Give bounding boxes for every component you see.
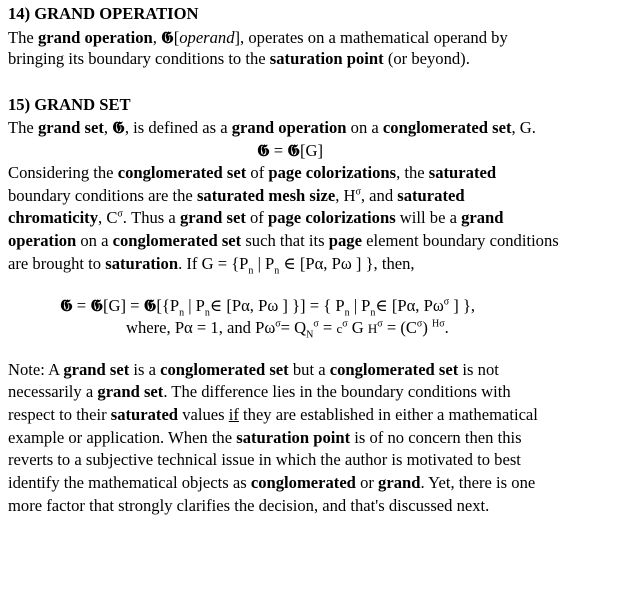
text-run: 𝕲: [143, 295, 157, 316]
text-run: ], operates on a mathematical operand by: [234, 27, 508, 47]
section-15-intro: [8, 116, 632, 139]
text-run: .: [444, 317, 449, 337]
section-14-heading: 14) GRAND OPERATION: [8, 4, 199, 23]
text-run: ∈ [Pα, Pω: [375, 296, 444, 316]
text-run: , H: [335, 185, 356, 205]
text-run: . Yet, there is one: [420, 473, 536, 493]
text-run: bringing its boundary conditions to the: [8, 49, 270, 69]
text-run: n: [344, 307, 350, 319]
text-run: is a: [129, 359, 161, 379]
section-15-colorization-paragraph: [8, 162, 632, 275]
text-run: σ: [313, 318, 319, 330]
text-line: [8, 230, 632, 253]
text-run: n: [370, 307, 376, 319]
text-line: [8, 495, 632, 518]
text-line: [8, 162, 632, 185]
text-run: σ: [275, 318, 281, 330]
text-run: they are established in either a mathematical: [238, 405, 538, 424]
text-run: σ: [377, 318, 383, 330]
grand-set-equation-block: [8, 294, 632, 339]
text-run: H: [367, 320, 378, 336]
text-run: conglomerated set: [117, 162, 247, 182]
text-run: will be a: [395, 208, 462, 228]
text-run: identify the mathematical objects as: [8, 473, 251, 493]
text-run: 𝕲: [161, 26, 174, 47]
text-run: page colorizations: [268, 162, 397, 182]
spacer: [8, 275, 632, 294]
text-run: grand: [461, 208, 504, 228]
text-run: saturation point: [236, 427, 351, 447]
text-line: [8, 449, 632, 472]
text-run: σ: [355, 185, 361, 197]
text-run: is not: [458, 359, 499, 379]
text-run: , G.: [511, 118, 536, 138]
note-paragraph: [8, 359, 632, 518]
text-run: σ: [117, 208, 123, 220]
text-run: N: [306, 329, 314, 341]
text-run: operand: [179, 27, 235, 47]
text-run: [G] =: [102, 296, 144, 316]
text-run: n: [204, 307, 210, 319]
text-run: of: [246, 162, 269, 182]
text-run: on a: [76, 230, 113, 250]
text-run: such that its: [241, 230, 329, 250]
text-run: σ: [342, 318, 348, 330]
text-run: where, Pα = 1, and Pω: [126, 317, 276, 337]
text-run: grand set: [63, 359, 130, 379]
text-run: page colorizations: [267, 208, 396, 228]
text-run: = (C: [382, 317, 417, 337]
text-run: H: [432, 318, 440, 330]
text-line: [8, 207, 632, 230]
section-15-heading: 15) GRAND SET: [8, 94, 131, 114]
text-run: n: [179, 307, 185, 319]
text-run: operation: [8, 230, 77, 250]
section-14-body: [8, 26, 632, 71]
text-run: σ: [439, 318, 445, 330]
text-run: saturation: [105, 253, 179, 273]
text-run: 𝕲: [112, 117, 125, 138]
text-run: 𝕲: [60, 295, 73, 316]
grand-set-definition-equation: [8, 139, 632, 162]
text-run: are brought to: [8, 253, 106, 273]
spacer: [8, 71, 632, 94]
text-run: 𝕲: [287, 140, 300, 161]
text-run: . If G = {P: [178, 253, 249, 273]
text-run: Note: A: [8, 359, 64, 379]
text-line: [8, 427, 632, 450]
text-run: , and: [360, 185, 398, 205]
text-run: 𝕲: [90, 295, 103, 316]
text-line: [8, 404, 632, 427]
text-run: saturated mesh size: [196, 185, 336, 205]
text-run: more factor that strongly clarifies the decision, and that's discussed next.: [8, 495, 490, 515]
text-run: grand set: [97, 382, 164, 402]
text-run: but a: [288, 359, 330, 379]
text-run: | P: [253, 253, 275, 273]
text-run: saturation point: [269, 49, 384, 69]
text-run: saturated: [428, 162, 497, 182]
text-run: ,: [152, 27, 162, 47]
text-line: [8, 26, 632, 49]
text-run: saturated: [110, 405, 179, 424]
text-run: ,: [103, 118, 113, 138]
text-run: ∈ [Pα, Pω ] }] = { P: [209, 296, 345, 316]
text-run: c: [336, 320, 343, 336]
text-run: necessarily a: [8, 382, 98, 402]
text-run: grand: [378, 473, 421, 493]
text-line: [8, 253, 632, 276]
text-run: n: [248, 264, 254, 276]
text-run: example or application. When the: [8, 427, 237, 447]
text-run: page: [328, 230, 362, 250]
text-run: , is defined as a: [124, 118, 232, 138]
text-run: Considering the: [8, 162, 118, 182]
text-run: [{P: [156, 296, 180, 316]
text-run: σ: [443, 296, 450, 308]
text-run: or: [355, 473, 379, 493]
text-run: . Thus a: [122, 208, 180, 228]
text-run: values: [178, 405, 229, 424]
text-run: respect to their: [8, 405, 111, 424]
text-line: [8, 359, 632, 382]
text-run: =: [269, 141, 288, 161]
text-run: reverts to a subjective technical issue in which the author is motivated to best: [8, 450, 521, 470]
text-run: | P: [184, 296, 205, 316]
text-run: (or beyond).: [383, 49, 470, 69]
text-run: σ: [416, 318, 423, 330]
text-run: grand set: [37, 118, 104, 138]
text-run: grand operation: [37, 27, 153, 47]
text-run: of: [245, 208, 268, 228]
text-run: conglomerated set: [160, 359, 289, 379]
text-run: conglomerated set: [112, 230, 242, 250]
text-run: conglomerated set: [382, 118, 512, 138]
text-run: on a: [346, 118, 383, 138]
text-run: conglomerated set: [329, 359, 459, 379]
text-run: , C: [98, 208, 118, 228]
text-run: . The difference lies in the boundary conditions with: [163, 382, 511, 402]
text-run: ): [422, 317, 432, 337]
text-run: element boundary conditions: [361, 230, 559, 250]
grand-set-equation-line-1: [8, 294, 632, 317]
text-run: = Q: [280, 317, 307, 337]
text-run: grand set: [179, 208, 246, 228]
text-run: if: [228, 405, 239, 424]
text-run: The: [8, 27, 38, 47]
text-run: The: [8, 118, 38, 138]
text-run: [G]: [299, 141, 323, 161]
text-run: [: [173, 27, 180, 47]
spacer: [8, 340, 632, 359]
text-line: [8, 381, 632, 404]
text-run: =: [72, 296, 91, 316]
text-line: [8, 48, 632, 71]
text-run: ] },: [449, 296, 476, 316]
text-run: | P: [349, 296, 371, 316]
text-run: , the: [396, 162, 429, 182]
text-line: [8, 116, 632, 139]
text-line: [8, 185, 632, 208]
grand-set-equation-line-2: [8, 317, 632, 340]
text-run: boundary conditions are the: [8, 185, 197, 205]
text-run: chromaticity: [8, 208, 99, 228]
text-run: is of no concern then this: [350, 427, 522, 447]
text-run: ∈ [Pα, Pω ] }, then,: [279, 253, 415, 273]
text-run: =: [318, 317, 337, 337]
text-run: saturated: [397, 185, 465, 205]
text-run: grand operation: [231, 118, 347, 138]
text-run: G: [347, 317, 368, 337]
text-run: conglomerated: [250, 473, 356, 493]
text-run: n: [274, 264, 280, 276]
text-line: [8, 472, 632, 495]
text-run: 𝕲: [256, 140, 270, 161]
